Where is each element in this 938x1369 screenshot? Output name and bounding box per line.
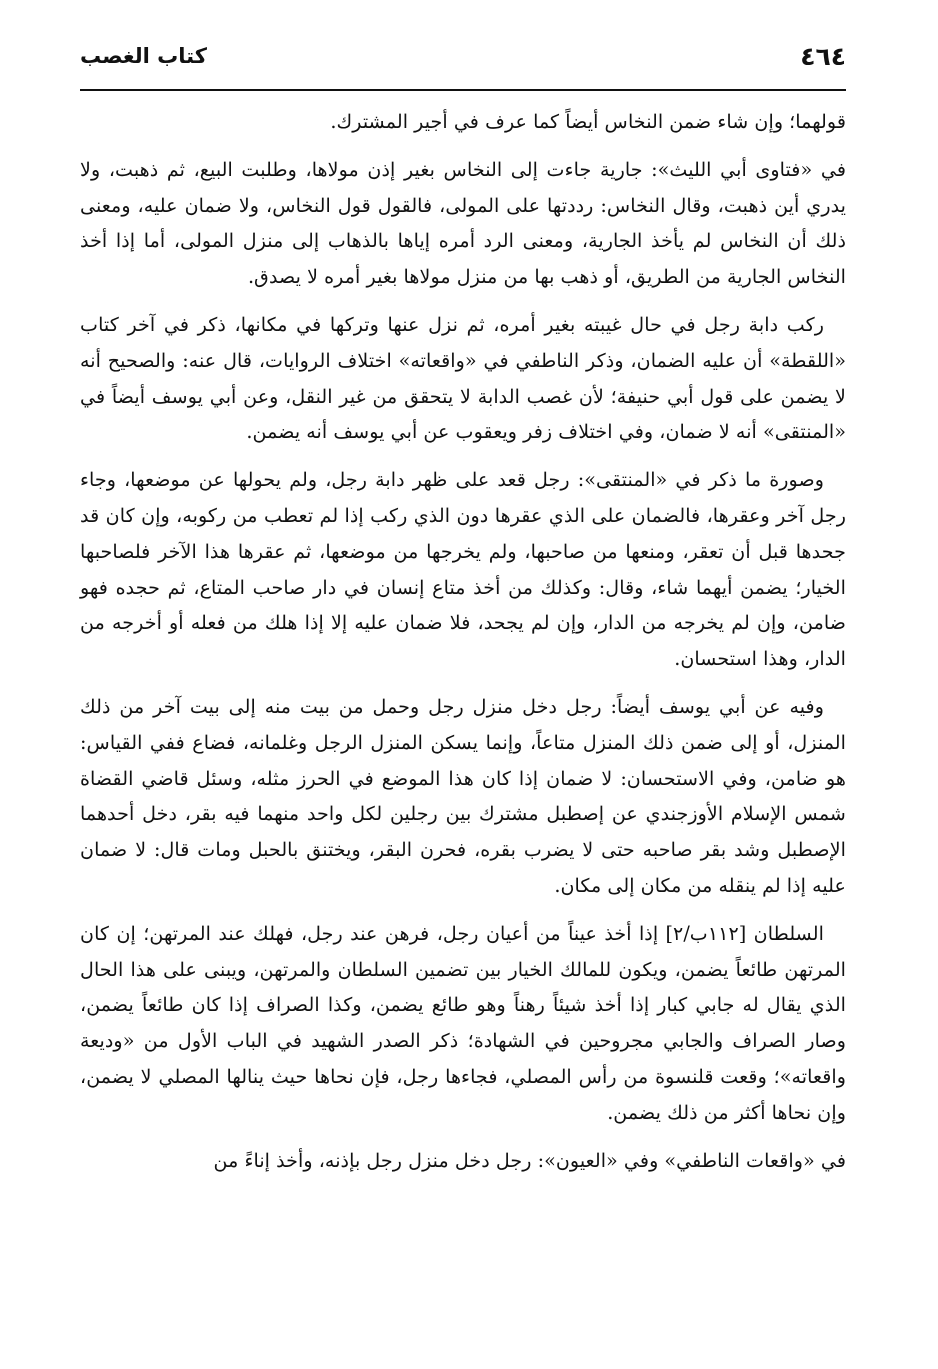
paragraph: وصورة ما ذكر في «المنتقى»: رجل قعد على ظهر دابة رجل، ولم يحولها عن موضعها، وجاء رجل آخر وعقرها، فالضمان على الذي عقرها دون الذي ركب إذا لم تعطب من ركوبه، وإن كان قد جحدها قبل أن تعقر، ومنعها من صاحبها، ولم يخرجها من موضعها، ثم عقرها هذا الآخر فلصاحبها الخيار؛ يضمن أيهما شاء، وقال: وكذلك من أخذ متاع إنسان في دار صاحب المتاع، ثم حجده فهو ضامن، وإن لم يخرجه من الدار، وإن لم يجحد، فلا ضمان عليه إلا إذا هلك من فعله أو أخرجه من الدار، وهذا استحسان.	[80, 468, 846, 671]
header-rule	[80, 89, 846, 91]
page-body	[80, 104, 846, 1190]
running-title: كتاب الغصب	[80, 44, 207, 68]
page-header	[80, 38, 846, 84]
paragraph: قولهما؛ وإن شاء ضمن النخاس أيضاً كما عرف في أجير المشترك.	[330, 110, 846, 133]
paragraph: في «فتاوى أبي الليث»: جارية جاءت إلى النخاس بغير إذن مولاها، وطلبت البيع، ثم ذهبت، ولا يدري أين ذهبت، وقال النخاس: رددتها على المولى، فالقول قول النخاس، ولا ضمان عليه، ومعنى ذلك أن النخاس لم يأخذ الجارية، ومعنى الرد أمره إياها بالذهاب إلى منزل المولى، أما إذا أخذ النخاس الجارية من الطريق، أو ذهب بها من منزل مولاها بغير أمره لا يصدق.	[80, 157, 846, 289]
paragraph: السلطان [١١٢ب/٢] إذا أخذ عيناً من أعيان رجل، فرهن عند رجل، فهلك عند المرتهن؛ إن كان المرتهن طائعاً يضمن، ويكون للمالك الخيار بين تضمين السلطان والمرتهن، ويبنى على هذا الحال الذي يقال له جابي كبار إذا أخذ شيئاً رهناً وهو طائع يضمن، وكذا الصراف إذا كان طائعاً يضمن، وصار الصراف والجابي مجروحين في الشهادة؛ ذكر الصدر الشهيد في الباب الأول من «وديعة واقعاته»؛ وقعت قلنسوة من رأس المصلي، فجاءها رجل، فإن نحاها حيث ينالها المصلي لا يضمن، وإن نحاها أكثر من ذلك يضمن.	[80, 921, 846, 1124]
paragraph: وفيه عن أبي يوسف أيضاً: رجل دخل منزل رجل وحمل من بيت منه إلى بيت آخر من ذلك المنزل، أو إلى ضمن ذلك المنزل متاعاً، وإنما يسكن المنزل الرجل وغلمانه، فضاع ففي القياس: هو ضامن، وفي الاستحسان: لا ضمان إذا كان هذا الموضع في الحرز مثله، وسئل قاضي القضاة شمس الإسلام الأوزجندي عن إصطبل مشترك بين رجلين لكل واحد منهما فيه بقر، دخل أحدهما الإصطبل وشد بقر صاحبه حتى لا يضرب بقره، فحرن البقر، ويختنق بالحبل ومات قال: لا ضمان عليه إذا لم ينقله من مكان إلى مكان.	[80, 694, 846, 897]
paragraph: في «واقعات الناطفي» وفي «العيون»: رجل دخل منزل رجل بإذنه، وأخذ إناءً من	[213, 1148, 846, 1172]
paragraph: ركب دابة رجل في حال غيبته بغير أمره، ثم نزل عنها وتركها في مكانها، ذكر في آخر كتاب «اللقطة» أن عليه الضمان، وذكر الناطفي في «واقعاته» اختلاف الروايات، قال عنه: والصحيح أنه لا يضمن على قول أبي حنيفة؛ لأن غصب الدابة لا يتحقق من غير النقل، وعن أبي يوسف أيضاً في «المنتقى» أنه لا ضمان، وفي اختلاف زفر ويعقوب عن أبي يوسف أنه يضمن.	[80, 312, 846, 444]
page-number: ٤٦٤	[800, 42, 846, 71]
